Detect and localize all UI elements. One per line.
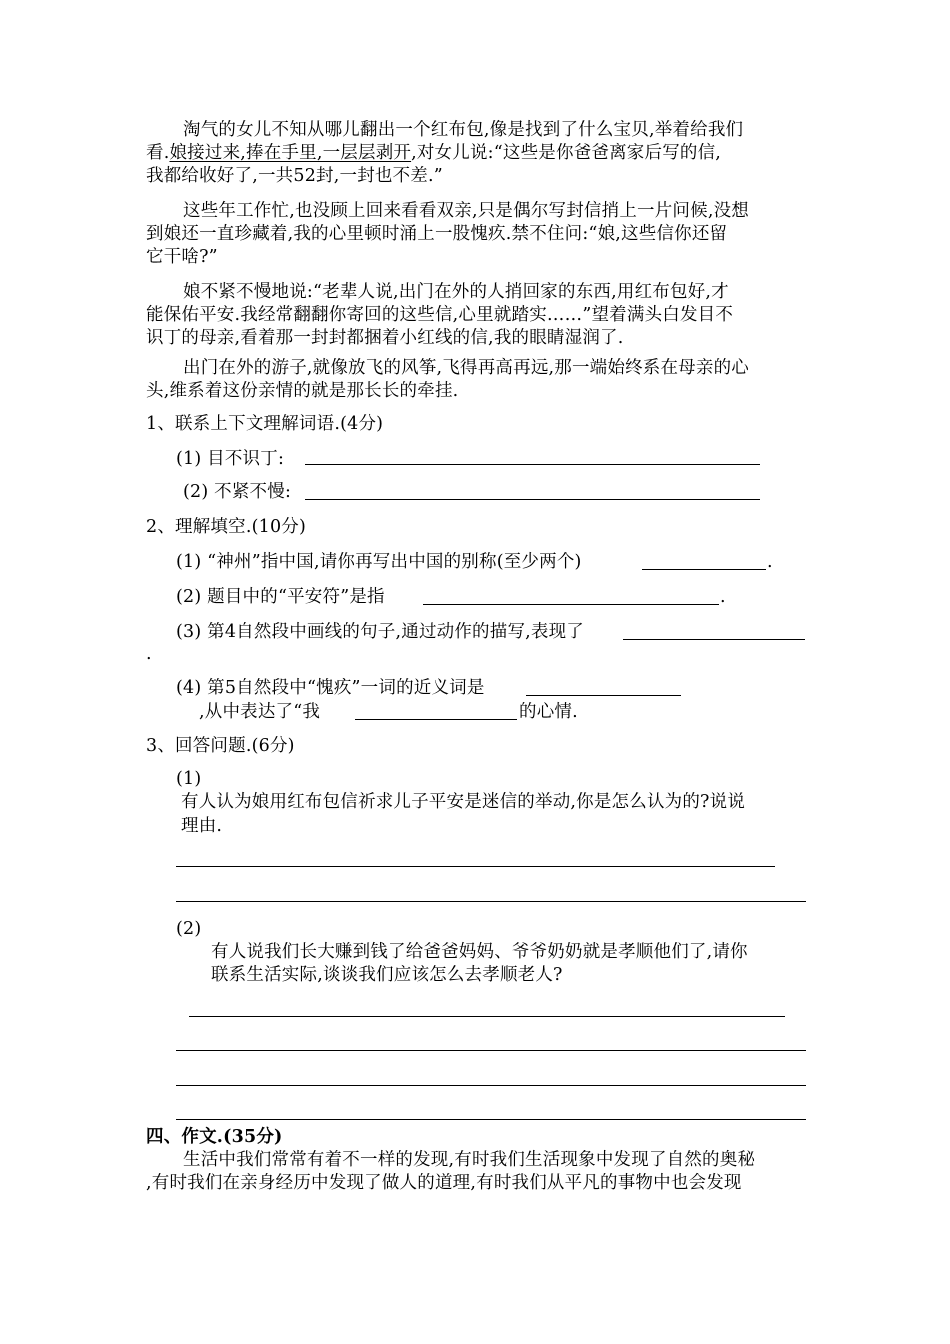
q3-item2-line2: 联系生活实际,谈谈我们应该怎么去孝顺老人? (211, 965, 563, 985)
q3-item1-answer-line1[interactable] (176, 866, 775, 867)
q3-item1-answer-line2[interactable] (176, 901, 806, 902)
passage-p2-line2: 到娘还一直珍藏着,我的心里顿时涌上一股愧疚.禁不住问:“娘,这些信你还留 (146, 224, 728, 244)
passage-p4-line1: 出门在外的游子,就像放飞的风筝,飞得再高再远,那一端始终系在母亲的心 (183, 358, 749, 378)
q2-item4-end: 的心情. (519, 702, 578, 722)
passage-p1-line3: 我都给收好了,一共52封,一封也不差.” (146, 166, 443, 186)
q2-item4-answer-line2[interactable] (355, 719, 517, 720)
composition-title: 四、作文.(35分) (146, 1127, 283, 1147)
q2-item4-label: (4) 第5自然段中“愧疚”一词的近义词是 (176, 678, 485, 698)
passage-p3-line1: 娘不紧不慢地说:“老辈人说,出门在外的人捎回家的东西,用红布包好,才 (183, 282, 729, 302)
q3-item2-answer-line1[interactable] (189, 1016, 785, 1017)
passage-p1-line2-end: ,对女儿说:“这些是你爸爸离家后写的信, (411, 143, 722, 163)
passage-p1-line1: 淘气的女儿不知从哪儿翻出一个红布包,像是找到了什么宝贝,举着给我们 (183, 120, 744, 140)
q2-item3-answer-line[interactable] (623, 639, 805, 640)
q2-item1-period: . (767, 552, 773, 572)
q2-item4-continuation: ,从中表达了“我 (199, 702, 321, 722)
passage-p2-line1: 这些年工作忙,也没顾上回来看看双亲,只是偶尔写封信捎上一片问候,没想 (183, 201, 749, 221)
passage-p1-line2 (146, 141, 721, 165)
q2-item1-answer-line[interactable] (642, 569, 766, 570)
underlined-sentence: 娘接过来,捧在手里,一层层剥开 (169, 143, 412, 163)
passage-p4-line2: 头,维系着这份亲情的就是那长长的牵挂. (146, 381, 459, 401)
passage-p3-line3: 识丁的母亲,看着那一封封都捆着小红线的信,我的眼睛湿润了. (146, 328, 624, 348)
q3-item2-answer-line2[interactable] (176, 1050, 806, 1051)
q2-item3-label: (3) 第4自然段中画线的句子,通过动作的描写,表现了 (176, 622, 585, 642)
q3-item2-answer-line4[interactable] (176, 1119, 806, 1120)
q2-item2-period: . (720, 587, 726, 607)
q2-item1-label: (1) “神州”指中国,请你再写出中国的别称(至少两个) (176, 552, 582, 572)
q1-item2-answer-line[interactable] (305, 499, 760, 500)
composition-line1: 生活中我们常常有着不一样的发现,有时我们生活现象中发现了自然的奥秘 (183, 1150, 756, 1170)
q2-item2-answer-line[interactable] (423, 604, 719, 605)
q3-item1-line2: 理由. (181, 816, 223, 836)
q1-title: 1、联系上下文理解词语.(4分) (146, 414, 384, 434)
passage-p1-line2-start: 看. (146, 143, 170, 163)
q3-item1-line1: 有人认为娘用红布包信祈求儿子平安是迷信的举动,你是怎么认为的?说说 (181, 792, 746, 812)
q3-item1-number: (1) (176, 769, 202, 789)
q2-item4-answer-line1[interactable] (526, 695, 681, 696)
q2-item2-label: (2) 题目中的“平安符”是指 (176, 587, 385, 607)
q2-item3-period: . (146, 644, 152, 664)
passage-p3-line2: 能保佑平安.我经常翻翻你寄回的这些信,心里就踏实……”望着满头白发目不 (146, 305, 734, 325)
q3-item2-line1: 有人说我们长大赚到钱了给爸爸妈妈、爷爷奶奶就是孝顺他们了,请你 (211, 942, 748, 962)
q3-item2-number: (2) (176, 919, 202, 939)
q3-title: 3、回答问题.(6分) (146, 736, 295, 756)
q1-item1-label: (1) 目不识丁: (176, 449, 285, 469)
q2-title: 2、理解填空.(10分) (146, 517, 307, 537)
q1-item2-label: (2) 不紧不慢: (183, 482, 292, 502)
composition-line2: ,有时我们在亲身经历中发现了做人的道理,有时我们从平凡的事物中也会发现 (146, 1173, 742, 1193)
q3-item2-answer-line3[interactable] (176, 1085, 806, 1086)
passage-p2-line3: 它干啥?” (146, 247, 218, 267)
q1-item1-answer-line[interactable] (305, 464, 760, 465)
